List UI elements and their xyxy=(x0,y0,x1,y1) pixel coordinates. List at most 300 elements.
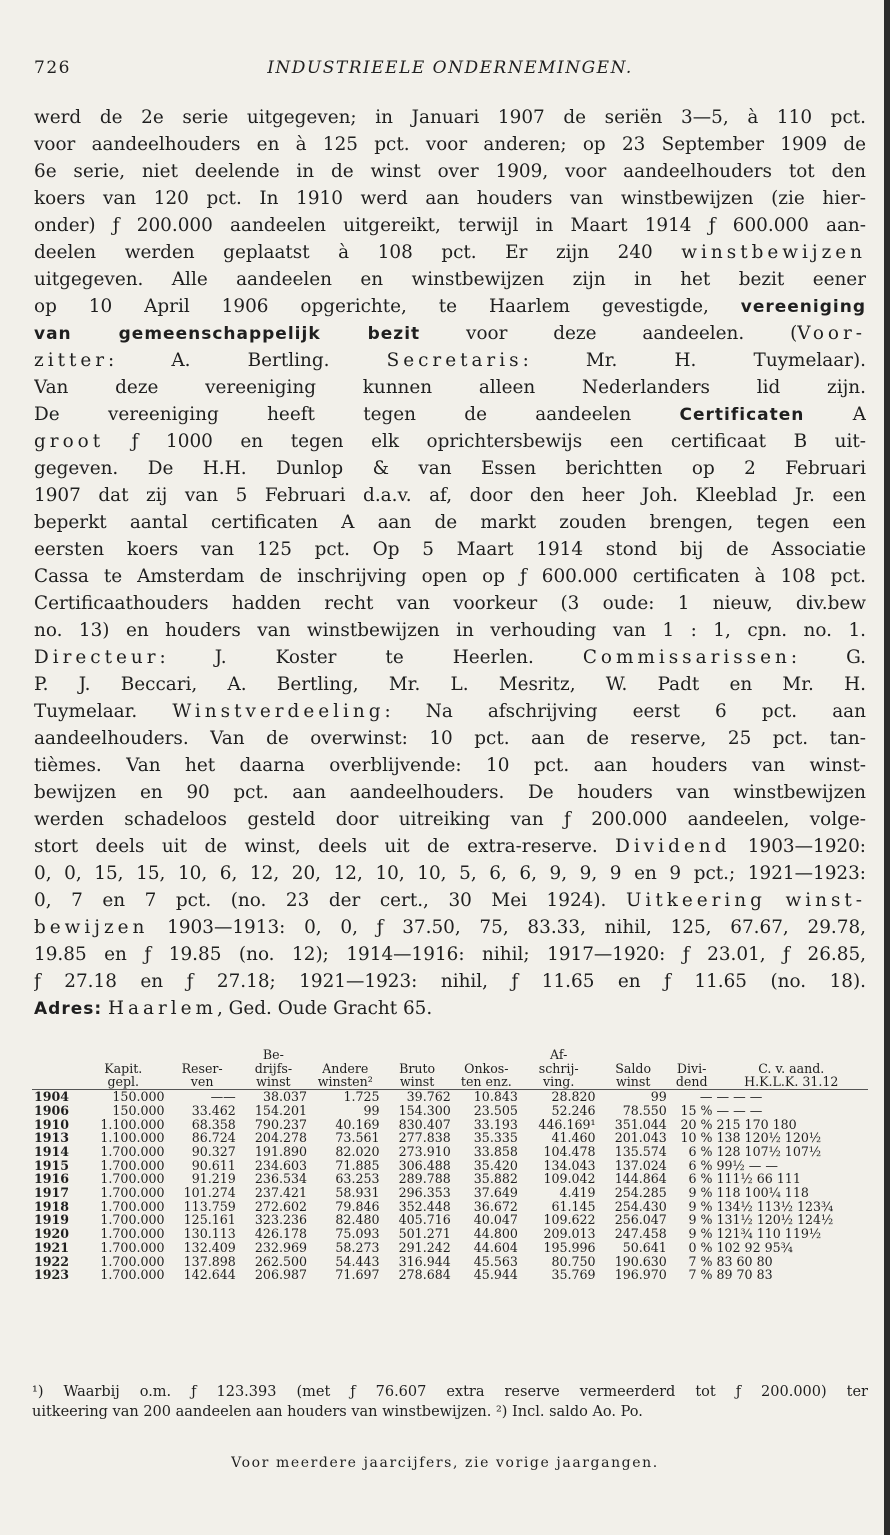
table-row xyxy=(32,1159,868,1173)
year-cell: 1906 xyxy=(34,1102,70,1118)
table-cell: 63.253 xyxy=(335,1171,380,1187)
column-header: schrij- xyxy=(538,1060,579,1076)
page-number: 726 xyxy=(34,58,71,78)
text-line xyxy=(34,887,866,914)
text-line xyxy=(34,860,866,887)
column-header: Be- xyxy=(262,1047,284,1062)
table-cell: 352.448 xyxy=(398,1198,451,1214)
table-cell: 35.420 xyxy=(473,1157,518,1173)
emphasis-text: zitter xyxy=(34,350,109,371)
table-cell: 111½ 66 111 xyxy=(716,1171,801,1187)
table-cell: 291.242 xyxy=(398,1239,451,1255)
table-cell: 1.100.000 xyxy=(100,1116,165,1132)
text-line xyxy=(34,293,866,320)
table-cell: 45.563 xyxy=(473,1253,518,1269)
table-cell: 6 % xyxy=(688,1171,713,1187)
text-run: 1903—1913: 0, 0, ƒ 37.50, 75, 83.33, nihil, 125, 67.67, 29.78, xyxy=(148,917,866,938)
table-header-top xyxy=(32,1048,868,1062)
table-row xyxy=(32,1090,868,1104)
year-cell: 1910 xyxy=(34,1116,70,1132)
table-row xyxy=(32,1255,868,1269)
text-line xyxy=(34,725,866,752)
column-header: dend xyxy=(669,1075,715,1089)
column-header: ving. xyxy=(520,1075,598,1089)
table-cell: 201.043 xyxy=(614,1130,667,1146)
body-text xyxy=(34,104,866,1022)
emphasis-text: Haarlem xyxy=(108,998,217,1019)
table-cell: 150.000 xyxy=(112,1102,165,1118)
table-cell: 28.820 xyxy=(551,1089,596,1105)
text-line xyxy=(34,941,866,968)
table-cell: 109.042 xyxy=(543,1171,596,1187)
table-cell: 254.285 xyxy=(614,1185,667,1201)
table-cell: 35.335 xyxy=(473,1130,518,1146)
table-cell: 33.193 xyxy=(473,1116,518,1132)
text-run: 0, 7 en 7 pct. (no. 23 der cert., 30 Mei 1924). xyxy=(34,890,626,911)
table-cell: 71.885 xyxy=(335,1157,380,1173)
column-header: ven xyxy=(167,1075,238,1089)
table-cell: 134.043 xyxy=(543,1157,596,1173)
year-cell: 1921 xyxy=(34,1239,70,1255)
column-header: ten enz. xyxy=(453,1075,520,1089)
text-line xyxy=(34,320,866,347)
text-line xyxy=(34,806,866,833)
footnote xyxy=(32,1382,868,1422)
table-cell: —— xyxy=(210,1089,236,1105)
table-cell: 101.274 xyxy=(183,1185,236,1201)
table-cell: 68.358 xyxy=(191,1116,236,1132)
text-line xyxy=(34,563,866,590)
text-run: 19.85 en ƒ 19.85 (no. 12); 1914—1916: nihil; 1917—1920: ƒ 23.01, ƒ 26.85, xyxy=(34,944,866,965)
text-run: voor aandeelhouders en à 125 pct. voor anderen; op 23 September 1909 de xyxy=(34,134,866,155)
table-cell: 1.700.000 xyxy=(100,1226,165,1242)
table-cell: 91.219 xyxy=(191,1171,236,1187)
text-line xyxy=(34,779,866,806)
emphasis-text: winstbewijzen xyxy=(681,242,866,263)
table-cell: 446.169¹ xyxy=(538,1116,596,1132)
table-row xyxy=(32,1145,868,1159)
emphasis-text: groot xyxy=(34,431,105,452)
table-cell: 1.725 xyxy=(343,1089,380,1105)
table-cell: 80.750 xyxy=(551,1253,596,1269)
table-cell: — xyxy=(699,1089,713,1105)
table-cell: 150.000 xyxy=(112,1089,165,1105)
table-cell: 134½ 113½ 123¾ xyxy=(716,1198,834,1214)
table-cell: 9 % xyxy=(688,1212,713,1228)
text-run: P. J. Beccari, A. Bertling, Mr. L. Mesritz, W. Padt en Mr. H. xyxy=(34,674,866,695)
year-cell: 1920 xyxy=(34,1226,70,1242)
column-header xyxy=(80,1048,167,1062)
text-run: eersten koers van 125 pct. Op 5 Maart 1914 stond bij de Associatie xyxy=(34,539,866,560)
text-line xyxy=(34,185,866,212)
table-cell: 20 % xyxy=(680,1116,713,1132)
table-cell: 137.024 xyxy=(614,1157,667,1173)
text-run: : Na afschrijving eerst 6 pct. aan xyxy=(384,701,866,722)
table-cell: 50.641 xyxy=(622,1239,667,1255)
text-run: Tuymelaar. xyxy=(34,701,173,722)
table-cell: 132.409 xyxy=(183,1239,236,1255)
text-run xyxy=(766,890,786,911)
year-cell: 1917 xyxy=(34,1185,70,1201)
table-cell: 41.460 xyxy=(551,1130,596,1146)
table-cell: 191.890 xyxy=(254,1143,308,1159)
table-header-mid xyxy=(32,1062,868,1076)
text-line xyxy=(34,455,866,482)
table-cell: 86.724 xyxy=(191,1130,236,1146)
table-cell: 135.574 xyxy=(614,1143,667,1159)
table-cell: 33.462 xyxy=(191,1102,236,1118)
table-cell: 130.113 xyxy=(183,1226,236,1242)
text-line xyxy=(34,482,866,509)
year-cell: 1914 xyxy=(34,1143,70,1159)
table-cell: 113.759 xyxy=(183,1198,236,1214)
table-cell: 131½ 120½ 124½ xyxy=(716,1212,834,1228)
table-cell: 75.093 xyxy=(335,1226,380,1242)
table-cell: — — — xyxy=(716,1089,763,1105)
table-cell: 137.898 xyxy=(183,1253,236,1269)
emphasis-text: van gemeenschappelijk bezit xyxy=(34,324,421,344)
table-cell: 37.649 xyxy=(473,1185,518,1201)
table-cell: 33.858 xyxy=(473,1143,518,1159)
text-run: op 10 April 1906 opgerichte, te Haarlem gevestigde, xyxy=(34,296,741,317)
table-cell: 196.970 xyxy=(614,1267,667,1283)
text-line xyxy=(34,374,866,401)
text-run: koers van 120 pct. In 1910 werd aan houders van winstbewijzen (zie hier- xyxy=(34,188,866,209)
table-header-bottom xyxy=(32,1075,868,1089)
table-cell: 125.161 xyxy=(183,1212,236,1228)
table-cell: 278.684 xyxy=(398,1267,451,1283)
column-header: C. v. aand. xyxy=(758,1060,825,1076)
table-cell: 501.271 xyxy=(398,1226,451,1242)
emphasis-text: Directeur xyxy=(34,647,160,668)
text-run: : Mr. H. Tuymelaar). xyxy=(522,350,866,371)
table-cell: 35.882 xyxy=(473,1171,518,1187)
emphasis-text: Adres: xyxy=(34,999,103,1019)
table-row xyxy=(32,1131,868,1145)
table-cell: 254.430 xyxy=(614,1198,667,1214)
year-cell: 1923 xyxy=(34,1267,70,1283)
emphasis-text: vereeniging xyxy=(740,297,866,317)
table-cell: 247.458 xyxy=(614,1226,667,1242)
text-line xyxy=(34,995,866,1022)
text-run: ƒ 27.18 en ƒ 27.18; 1921—1923: nihil, ƒ 11.65 en ƒ 11.65 (no. 18). xyxy=(34,971,866,992)
text-run: : J. Koster te Heerlen. xyxy=(159,647,583,668)
table-cell: 73.561 xyxy=(335,1130,380,1146)
table-cell: 273.910 xyxy=(398,1143,451,1159)
table-cell: 121¾ 110 119½ xyxy=(716,1226,822,1242)
text-line xyxy=(34,401,866,428)
text-run: werden schadeloos gesteld door uitreiking van ƒ 200.000 aandeelen, volge- xyxy=(34,809,866,830)
table-cell: 71.697 xyxy=(335,1267,380,1283)
table-cell: 1.100.000 xyxy=(100,1130,165,1146)
text-run: 6e serie, niet deelende in de winst over 1909, voor aandeelhouders tot den xyxy=(34,161,866,182)
text-run: 1907 dat zij van 5 Februari d.a.v. af, door den heer Joh. Kleeblad Jr. een xyxy=(34,485,866,506)
financial-table xyxy=(32,1048,868,1282)
text-line xyxy=(34,833,866,860)
table-cell: 44.800 xyxy=(473,1226,518,1242)
table-row xyxy=(32,1213,868,1227)
table-cell: 44.604 xyxy=(473,1239,518,1255)
table-cell: 405.716 xyxy=(398,1212,451,1228)
table-cell: 118 100¼ 118 xyxy=(716,1185,809,1201)
table-cell: 23.505 xyxy=(473,1102,518,1118)
table-cell: 256.047 xyxy=(614,1212,667,1228)
table-cell: 54.443 xyxy=(335,1253,380,1269)
table-cell: — — — xyxy=(716,1102,763,1118)
year-cell: 1915 xyxy=(34,1157,70,1173)
emphasis-text: Secretaris xyxy=(386,350,523,371)
table-row xyxy=(32,1227,868,1241)
table-cell: 58.273 xyxy=(335,1239,380,1255)
text-run: : G. xyxy=(790,647,866,668)
table-cell: 1.700.000 xyxy=(100,1239,165,1255)
table-cell: 215 170 180 xyxy=(716,1116,797,1132)
text-run: voor deze aandeelen. ( xyxy=(420,323,798,344)
table-cell: 232.969 xyxy=(254,1239,308,1255)
table-cell: 104.478 xyxy=(543,1143,596,1159)
table-cell: 142.644 xyxy=(183,1267,236,1283)
table-cell: 323.236 xyxy=(254,1212,308,1228)
table-cell: 38.037 xyxy=(262,1089,308,1105)
table-cell: 40.169 xyxy=(335,1116,380,1132)
table-cell: 306.488 xyxy=(398,1157,451,1173)
year-cell: 1922 xyxy=(34,1253,70,1269)
text-run: De vereeniging heeft tegen de aandeelen xyxy=(34,404,680,425)
table-cell: 1.700.000 xyxy=(100,1253,165,1269)
text-run: bewijzen en 90 pct. aan aandeelhouders. De houders van winstbewijzen xyxy=(34,782,866,803)
column-header: winst xyxy=(598,1075,669,1089)
text-run: 0, 0, 15, 15, 10, 6, 12, 20, 12, 10, 10, 5, 6, 6, 9, 9, 9 en 9 pct.; 1921—1923: xyxy=(34,863,866,884)
table-cell: 10.843 xyxy=(473,1089,518,1105)
table-cell: 9 % xyxy=(688,1226,713,1242)
table-row xyxy=(32,1118,868,1132)
table-cell: 79.846 xyxy=(335,1198,380,1214)
table-row xyxy=(32,1186,868,1200)
emphasis-text: Winstverdeeling xyxy=(172,701,385,722)
table-body xyxy=(32,1090,868,1282)
column-header xyxy=(669,1048,715,1062)
table-cell: 1.700.000 xyxy=(100,1267,165,1283)
table-cell: 206.987 xyxy=(254,1267,308,1283)
table-cell: 45.944 xyxy=(473,1267,518,1283)
table-cell: 1.700.000 xyxy=(100,1171,165,1187)
table-cell: 6 % xyxy=(688,1143,713,1159)
emphasis-text: Certificaten xyxy=(679,405,805,425)
text-line xyxy=(34,428,866,455)
column-header: Bruto xyxy=(399,1060,436,1076)
column-header: gepl. xyxy=(80,1075,167,1089)
column-header xyxy=(32,1075,80,1089)
text-run: , Ged. Oude Gracht 65. xyxy=(216,998,433,1019)
text-run: no. 13) en houders van winstbewijzen in verhouding van 1 : 1, cpn. no. 1. xyxy=(34,620,866,641)
table-cell: 296.353 xyxy=(398,1185,451,1201)
table-cell: 1.700.000 xyxy=(100,1212,165,1228)
table-cell: 272.602 xyxy=(254,1198,308,1214)
table-cell: 277.838 xyxy=(398,1130,451,1146)
table-cell: 78.550 xyxy=(622,1102,667,1118)
text-run: werd de 2e serie uitgegeven; in Januari 1907 de seriën 3—5, à 110 pct. xyxy=(34,107,866,128)
table-cell: 52.246 xyxy=(551,1102,596,1118)
text-line xyxy=(34,671,866,698)
year-cell: 1904 xyxy=(34,1089,70,1105)
text-run: 1903—1920: xyxy=(730,836,866,857)
emphasis-text: Uitkeering xyxy=(625,890,766,911)
column-header xyxy=(598,1048,669,1062)
table-row xyxy=(32,1241,868,1255)
table-cell: 35.769 xyxy=(551,1267,596,1283)
table-cell: 426.178 xyxy=(254,1226,308,1242)
text-line xyxy=(34,239,866,266)
footnote-line: ¹) Waarbij o.m. ƒ 123.393 (met ƒ 76.607 extra reserve vermeerderd tot ƒ 200.000) ter xyxy=(32,1384,868,1400)
emphasis-text: Commissarissen xyxy=(582,647,791,668)
text-run: stort deels uit de winst, deels uit de extra-reserve. xyxy=(34,836,616,857)
column-header: winst xyxy=(382,1075,453,1089)
table-cell: 237.421 xyxy=(254,1185,308,1201)
table-cell: 1.700.000 xyxy=(100,1143,165,1159)
column-header: Reser- xyxy=(181,1060,223,1076)
text-line xyxy=(34,752,866,779)
table-cell: 262.500 xyxy=(254,1253,308,1269)
more-info-note: Voor meerdere jaarcijfers, zie vorige jaargangen. xyxy=(231,1455,659,1471)
column-header: winst xyxy=(238,1075,309,1089)
column-header xyxy=(382,1048,453,1062)
column-header xyxy=(453,1048,520,1062)
table-cell: 109.622 xyxy=(543,1212,596,1228)
table-cell: 15 % xyxy=(680,1102,713,1118)
text-run: ƒ 1000 en tegen elk oprichtersbewijs een certificaat B uit- xyxy=(104,431,866,452)
year-cell: 1913 xyxy=(34,1130,70,1146)
table-cell: 236.534 xyxy=(254,1171,308,1187)
page-header xyxy=(30,58,870,84)
column-header: H.K.L.K. 31.12 xyxy=(715,1075,868,1089)
column-header xyxy=(309,1048,381,1062)
column-header xyxy=(715,1048,868,1062)
table-cell: 6 % xyxy=(688,1157,713,1173)
text-run: Certificaathouders hadden recht van voorkeur (3 oude: 1 nieuw, div.bew xyxy=(34,593,866,614)
table-cell: 138 120½ 120½ xyxy=(716,1130,822,1146)
table-cell: 7 % xyxy=(688,1253,713,1269)
table-cell: 1.700.000 xyxy=(100,1198,165,1214)
text-line xyxy=(34,158,866,185)
table-cell: 40.047 xyxy=(473,1212,518,1228)
table-row xyxy=(32,1268,868,1282)
table-cell: 99 xyxy=(650,1089,667,1105)
text-run: : A. Bertling. xyxy=(108,350,387,371)
text-run: onder) ƒ 200.000 aandeelen uitgereikt, terwijl in Maart 1914 ƒ 600.000 aan- xyxy=(34,215,866,236)
text-run: Cassa te Amsterdam de inschrijving open op ƒ 600.000 certificaten à 108 pct. xyxy=(34,566,866,587)
table-cell: 36.672 xyxy=(473,1198,518,1214)
table-cell: 39.762 xyxy=(406,1089,451,1105)
table-cell: 154.201 xyxy=(254,1102,308,1118)
text-line xyxy=(34,131,866,158)
table-cell: 61.145 xyxy=(551,1198,596,1214)
table-row xyxy=(32,1200,868,1214)
table-cell: 1.700.000 xyxy=(100,1185,165,1201)
text-line xyxy=(34,347,866,374)
text-line xyxy=(34,698,866,725)
table-cell: 351.044 xyxy=(614,1116,667,1132)
text-run: tièmes. Van het daarna overblijvende: 10 pct. aan houders van winst- xyxy=(34,755,866,776)
table-cell: 10 % xyxy=(680,1130,713,1146)
table-cell: 154.300 xyxy=(398,1102,451,1118)
emphasis-text: Voor- xyxy=(797,323,866,344)
table-cell: 102 92 95¾ xyxy=(716,1239,793,1255)
column-header: Af- xyxy=(550,1047,568,1062)
text-run: aandeelhouders. Van de overwinst: 10 pct. aan de reserve, 25 pct. tan- xyxy=(34,728,866,749)
column-header: winsten² xyxy=(309,1075,381,1089)
table-cell: 4.419 xyxy=(559,1185,596,1201)
column-header: Divi- xyxy=(676,1060,707,1076)
year-cell: 1919 xyxy=(34,1212,70,1228)
table-cell: 99½ — — xyxy=(716,1157,778,1173)
table-cell: 234.603 xyxy=(254,1157,308,1173)
table-cell: 209.013 xyxy=(543,1226,596,1242)
emphasis-text: bewijzen xyxy=(34,917,149,938)
column-header: Onkos- xyxy=(464,1060,509,1076)
year-cell: 1918 xyxy=(34,1198,70,1214)
table-row xyxy=(32,1172,868,1186)
footnote-line: uitkeering van 200 aandeelen aan houders van winstbewijzen. ²) Incl. saldo Ao. Po. xyxy=(32,1404,643,1420)
text-line xyxy=(34,914,866,941)
text-line xyxy=(34,968,866,995)
table-cell: 830.407 xyxy=(398,1116,451,1132)
table-cell: 99 xyxy=(363,1102,380,1118)
text-run: A xyxy=(804,404,866,425)
text-line xyxy=(34,644,866,671)
text-line xyxy=(34,590,866,617)
text-line xyxy=(34,212,866,239)
text-line xyxy=(34,509,866,536)
text-line xyxy=(34,536,866,563)
table-cell: 1.700.000 xyxy=(100,1157,165,1173)
table-cell: 90.611 xyxy=(191,1157,236,1173)
text-line xyxy=(34,104,866,131)
column-header: drijfs- xyxy=(254,1060,293,1076)
table-cell: 90.327 xyxy=(191,1143,236,1159)
column-header xyxy=(32,1048,80,1062)
column-header: Kapit. xyxy=(104,1060,143,1076)
table-row xyxy=(32,1104,868,1118)
table-cell: 790.237 xyxy=(254,1116,308,1132)
table-cell: 82.020 xyxy=(335,1143,380,1159)
table-cell: 89 70 83 xyxy=(716,1267,773,1283)
table-cell: 289.788 xyxy=(398,1171,451,1187)
year-cell: 1916 xyxy=(34,1171,70,1187)
table-cell: 9 % xyxy=(688,1198,713,1214)
text-run: deelen werden geplaatst à 108 pct. Er zijn 240 xyxy=(34,242,682,263)
running-title: INDUSTRIEELE ONDERNEMINGEN. xyxy=(267,58,633,78)
table-cell: 204.278 xyxy=(254,1130,308,1146)
emphasis-text: winst- xyxy=(785,890,866,911)
text-run: beperkt aantal certificaten A aan de markt zouden brengen, tegen een xyxy=(34,512,866,533)
table-cell: 316.944 xyxy=(398,1253,451,1269)
column-header xyxy=(167,1048,238,1062)
table-cell: 7 % xyxy=(688,1267,713,1283)
column-header: Andere xyxy=(322,1060,369,1076)
page-edge xyxy=(884,0,890,1535)
column-header: Saldo xyxy=(615,1060,652,1076)
table-cell: 144.864 xyxy=(614,1171,667,1187)
emphasis-text: Dividend xyxy=(615,836,731,857)
table-cell: 190.630 xyxy=(614,1253,667,1269)
text-run: Van deze vereeniging kunnen alleen Nederlanders lid zijn. xyxy=(34,377,866,398)
table-cell: 58.931 xyxy=(335,1185,380,1201)
text-run: gegeven. De H.H. Dunlop & van Essen berichtten op 2 Februari xyxy=(34,458,866,479)
table-cell: 128 107½ 107½ xyxy=(716,1143,822,1159)
text-run: uitgegeven. Alle aandeelen en winstbewijzen zijn in het bezit eener xyxy=(34,269,866,290)
text-line xyxy=(34,617,866,644)
text-line xyxy=(34,266,866,293)
